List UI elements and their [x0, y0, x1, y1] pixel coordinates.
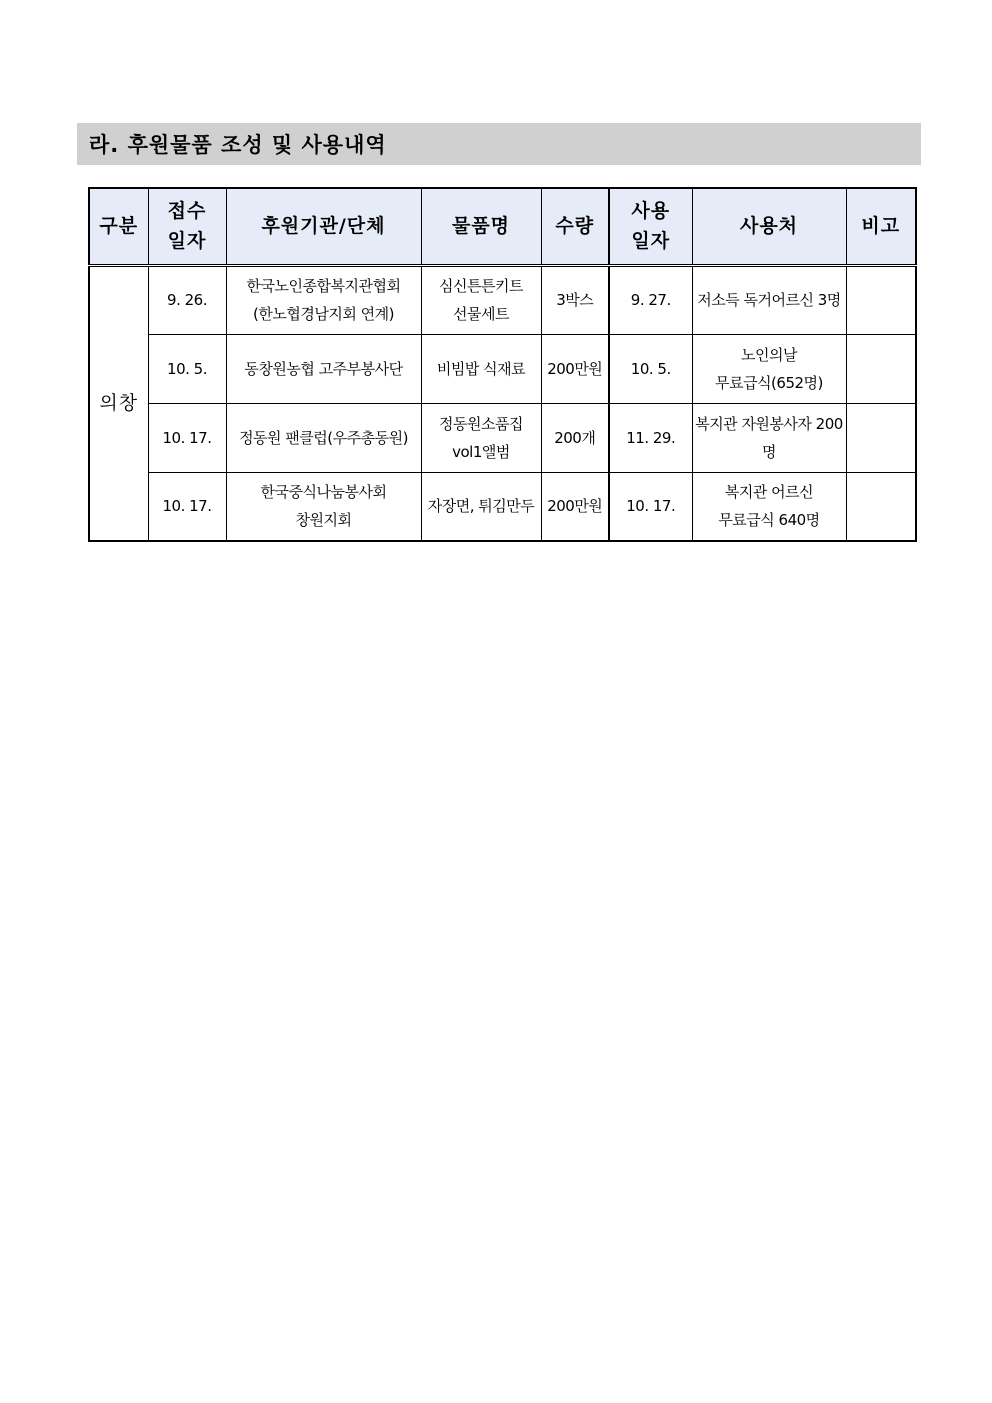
received-date-cell: 10. 5. [148, 334, 226, 403]
donor-cell: 동창원농협 고주부봉사단 [226, 334, 421, 403]
note-cell [846, 334, 916, 403]
table-row [89, 403, 916, 472]
group-cell: 의창 [89, 265, 148, 541]
header-received-date: 접수 일자 [148, 188, 226, 265]
header-used-date: 사용 일자 [609, 188, 692, 265]
received-date-cell: 10. 17. [148, 472, 226, 541]
table-row [89, 265, 916, 334]
header-donor: 후원기관/단체 [226, 188, 421, 265]
received-date-cell: 9. 26. [148, 265, 226, 334]
section-title: 라. 후원물품 조성 및 사용내역 [77, 123, 921, 165]
used-date-cell: 10. 17. [609, 472, 692, 541]
donation-table [88, 187, 917, 542]
quantity-cell: 200개 [541, 403, 609, 472]
table-row [89, 334, 916, 403]
received-date-cell: 10. 17. [148, 403, 226, 472]
usage-cell: 복지관 어르신 무료급식 640명 [692, 472, 846, 541]
note-cell [846, 403, 916, 472]
header-item: 물품명 [421, 188, 541, 265]
usage-cell: 저소득 독거어르신 3명 [692, 265, 846, 334]
used-date-cell: 10. 5. [609, 334, 692, 403]
item-cell: 정동원소품집 vol1앨범 [421, 403, 541, 472]
donor-cell: 한국노인종합복지관협회 (한노협경남지회 연계) [226, 265, 421, 334]
header-usage: 사용처 [692, 188, 846, 265]
header-quantity: 수량 [541, 188, 609, 265]
note-cell [846, 265, 916, 334]
header-note: 비고 [846, 188, 916, 265]
quantity-cell: 200만원 [541, 334, 609, 403]
note-cell [846, 472, 916, 541]
quantity-cell: 200만원 [541, 472, 609, 541]
item-cell: 비빔밥 식재료 [421, 334, 541, 403]
quantity-cell: 3박스 [541, 265, 609, 334]
header-category: 구분 [89, 188, 148, 265]
usage-cell: 노인의날 무료급식(652명) [692, 334, 846, 403]
item-cell: 자장면, 튀김만두 [421, 472, 541, 541]
used-date-cell: 11. 29. [609, 403, 692, 472]
item-cell: 심신튼튼키트 선물세트 [421, 265, 541, 334]
donor-cell: 한국중식나눔봉사회 창원지회 [226, 472, 421, 541]
usage-cell: 복지관 자원봉사자 200명 [692, 403, 846, 472]
table-row [89, 472, 916, 541]
table-header-row [89, 188, 916, 265]
donor-cell: 정동원 팬클럽(우주총동원) [226, 403, 421, 472]
used-date-cell: 9. 27. [609, 265, 692, 334]
